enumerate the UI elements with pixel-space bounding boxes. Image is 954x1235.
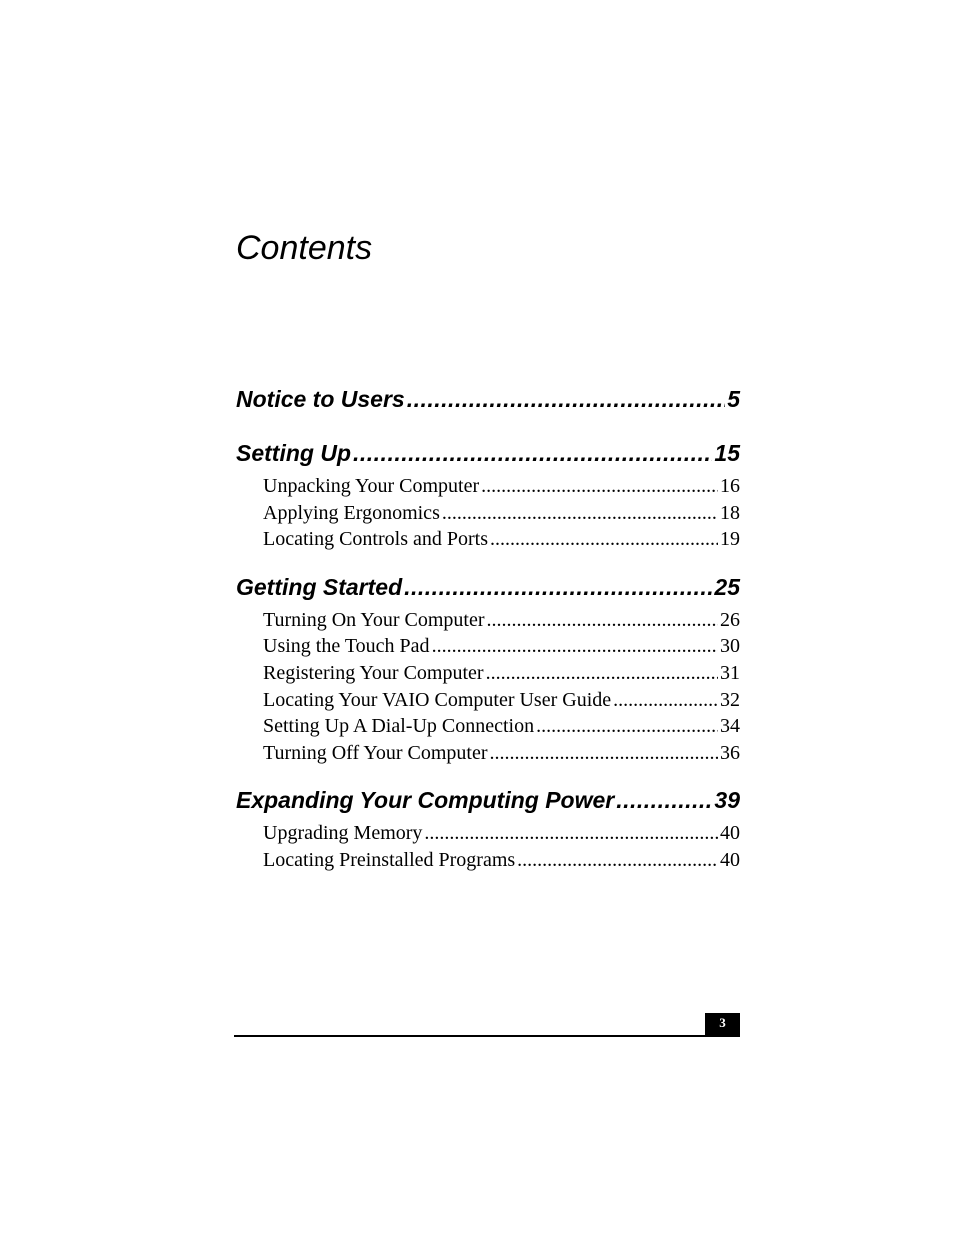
toc-page-number: 5 [727, 386, 740, 412]
toc-chapter-notice-to-users[interactable] [236, 380, 740, 419]
toc-entry-label: Unpacking Your Computer [263, 475, 480, 497]
toc-chapter-getting-started[interactable] [236, 568, 740, 607]
toc-entry-label: Locating Controls and Ports [263, 528, 488, 551]
toc-entry[interactable] [236, 660, 740, 687]
toc-entry[interactable] [236, 820, 740, 847]
toc-page-number: 26 [720, 608, 740, 631]
toc-chapter-expanding-your-computing-power[interactable] [236, 781, 740, 820]
toc-section-setting-up [236, 434, 740, 553]
toc-entry-label: Setting Up A Dial-Up Connection [263, 715, 535, 738]
toc-entry[interactable] [236, 500, 740, 527]
toc-entry-label: Using the Touch Pad [263, 635, 430, 658]
toc-page-number: 25 [714, 573, 740, 600]
toc-entry[interactable] [236, 473, 740, 500]
toc-page-number: 39 [714, 787, 740, 814]
dot-leader [613, 687, 718, 714]
toc-page-number: 32 [720, 688, 740, 711]
dot-leader [489, 740, 718, 767]
toc-entry-label: Registering Your Computer [263, 661, 484, 684]
toc-entry-label: Applying Ergonomics [263, 501, 440, 524]
page-title: Contents [236, 229, 373, 267]
dot-leader [353, 434, 712, 473]
toc-section-expanding-your-computing-power [236, 781, 740, 873]
toc-entry-label: Locating Your VAIO Computer User Guide [263, 688, 612, 711]
dot-leader [486, 660, 718, 687]
dot-leader [481, 473, 718, 500]
toc-entry[interactable] [236, 687, 740, 714]
toc-chapter-title: Expanding Your Computing Power [236, 787, 615, 814]
toc-entry-label: Turning On Your Computer [263, 608, 485, 631]
toc-entry-label: Turning Off Your Computer [263, 741, 488, 764]
toc-page-number: 16 [720, 475, 740, 497]
dot-leader [404, 568, 712, 607]
footer-rule [234, 1035, 740, 1037]
dot-leader [536, 713, 718, 740]
dot-leader [424, 820, 718, 847]
dot-leader [616, 781, 712, 820]
dot-leader [442, 500, 718, 527]
toc-entry[interactable] [236, 607, 740, 634]
toc-entry[interactable] [236, 713, 740, 740]
page-number-badge: 3 [705, 1013, 740, 1037]
toc-entry-label: Upgrading Memory [263, 822, 423, 845]
toc-entry-label: Locating Preinstalled Programs [263, 848, 516, 871]
toc-entry[interactable] [236, 740, 740, 767]
toc-section-notice-to-users [236, 380, 740, 419]
toc-page-number: 40 [720, 822, 740, 845]
toc-page-number: 15 [714, 440, 740, 466]
toc-page-number: 31 [720, 661, 740, 684]
toc-entry[interactable] [236, 847, 740, 874]
toc-chapter-title: Getting Started [236, 573, 403, 600]
toc-page-number: 40 [720, 848, 740, 871]
toc-page-number: 30 [720, 635, 740, 658]
toc-chapter-title: Notice to Users [236, 386, 405, 412]
toc-page-number: 36 [720, 741, 740, 764]
dot-leader [490, 526, 718, 553]
dot-leader [517, 847, 718, 874]
dot-leader [432, 633, 718, 660]
toc-page-number: 19 [720, 528, 740, 551]
table-of-contents [236, 380, 740, 889]
toc-page-number: 34 [720, 715, 740, 738]
toc-entry[interactable] [236, 633, 740, 660]
toc-section-getting-started [236, 568, 740, 767]
dot-leader [407, 380, 725, 419]
toc-page-number: 18 [720, 501, 740, 524]
toc-chapter-title: Setting Up [236, 440, 351, 466]
dot-leader [487, 607, 718, 634]
toc-entry[interactable] [236, 526, 740, 553]
toc-chapter-setting-up[interactable] [236, 434, 740, 473]
